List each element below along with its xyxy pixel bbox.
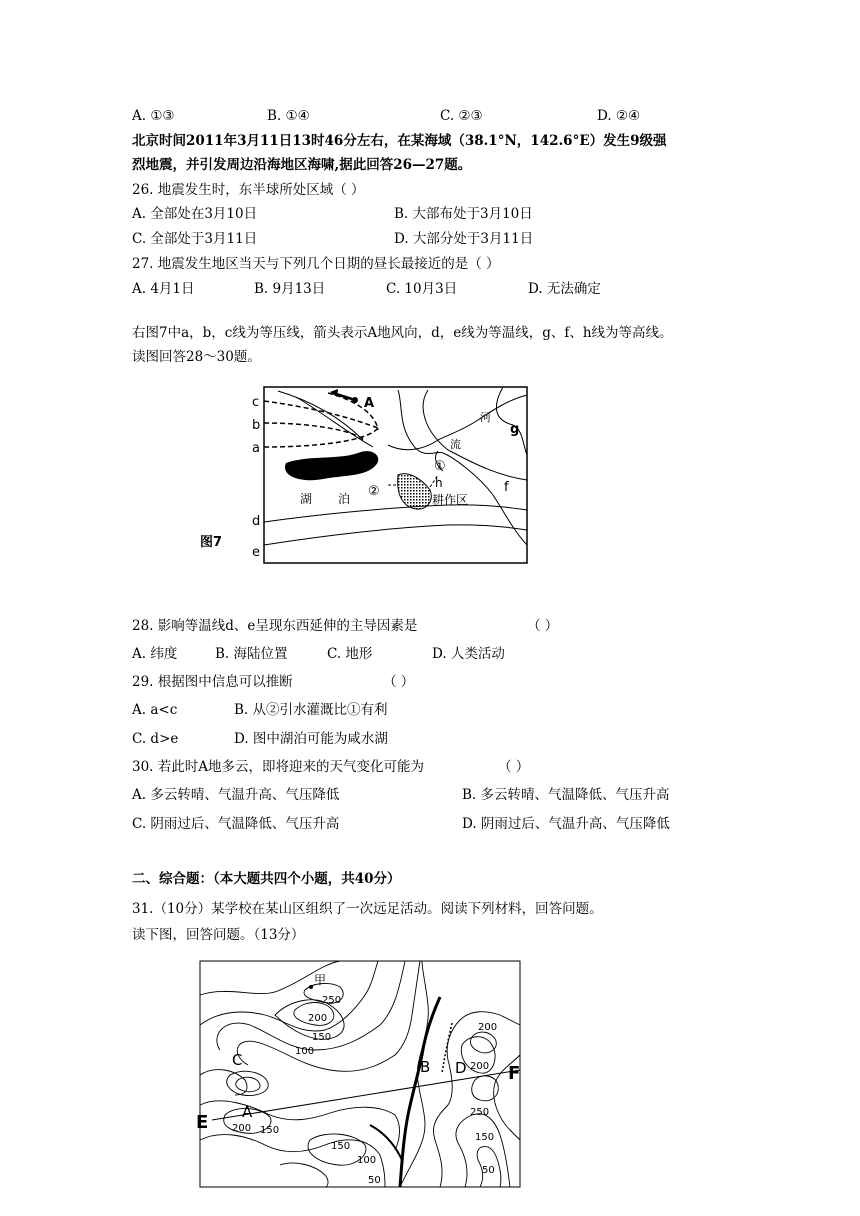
q26-stem: 26. 地震发生时，东半球所处区域（ ） bbox=[132, 182, 365, 198]
fig7-label-c: c bbox=[252, 395, 260, 410]
topo-label-200b: 200 bbox=[232, 1123, 252, 1134]
q27-option-b: B. 9月13日 bbox=[254, 281, 326, 297]
fig7-label-he: 河 bbox=[480, 411, 491, 424]
q25-option-a: A. ①③ bbox=[132, 108, 175, 124]
fig7-label-h: h bbox=[435, 476, 443, 490]
q27-stem: 27. 地震发生地区当天与下列几个日期的昼长最接近的是（ ） bbox=[132, 256, 500, 272]
contour-line bbox=[470, 1032, 496, 1053]
topo-label-50a: 50 bbox=[368, 1175, 381, 1186]
topo-label-100b: 100 bbox=[357, 1155, 377, 1166]
topo-label-B: B bbox=[420, 1058, 431, 1076]
contour-line bbox=[237, 961, 420, 1071]
q26-option-c: C. 全部处于3月11日 bbox=[132, 231, 258, 247]
intro-2830-line1: 右图7中a，b，c线为等压线，箭头表示A地风向，d，e线为等温线，g、f、h线为等高线。 bbox=[132, 325, 673, 341]
contour-line bbox=[217, 961, 405, 1050]
topo-label-200d: 200 bbox=[470, 1061, 490, 1072]
fig7-label-circle1: ① bbox=[434, 459, 446, 474]
contour-line bbox=[280, 1163, 328, 1187]
q28-option-d: D. 人类活动 bbox=[432, 646, 505, 662]
q28-option-c: C. 地形 bbox=[327, 646, 373, 662]
topo-label-A: A bbox=[242, 1103, 253, 1121]
q28-option-b: B. 海陆位置 bbox=[215, 646, 288, 662]
topo-label-D: D bbox=[455, 1059, 467, 1077]
section-2-title: 二、综合题：（本大题共四个小题，共40分） bbox=[132, 871, 401, 887]
fig7-label-hu: 湖 bbox=[300, 492, 313, 506]
q28-blank: （ ） bbox=[527, 618, 559, 634]
q29-option-d: D. 图中湖泊可能为咸水湖 bbox=[234, 731, 388, 747]
q25-option-b: B. ①④ bbox=[267, 108, 310, 124]
q26-option-b: B. 大部布处于3月10日 bbox=[394, 206, 533, 222]
topo-label-C: C bbox=[232, 1051, 243, 1069]
q26-option-a: A. 全部处在3月10日 bbox=[132, 206, 258, 222]
contour-g bbox=[496, 387, 527, 455]
q27-option-a: A. 4月1日 bbox=[132, 281, 195, 297]
q25-option-d: D. ②④ bbox=[597, 108, 641, 124]
q29-stem: 29. 根据图中信息可以推断 bbox=[132, 674, 293, 690]
q30-option-b: B. 多云转晴、气温降低、气压升高 bbox=[462, 787, 670, 803]
river-bank-dotted bbox=[442, 1023, 452, 1073]
q29-blank: （ ） bbox=[383, 674, 415, 690]
q30-blank: （ ） bbox=[498, 759, 530, 775]
point-a-dot bbox=[352, 397, 358, 403]
q28-option-a: A. 纬度 bbox=[132, 646, 178, 662]
topo-label-100a: 100 bbox=[295, 1046, 315, 1057]
intro-2830-line2: 读图回答28～30题。 bbox=[132, 349, 261, 365]
fig7-label-a: a bbox=[252, 441, 260, 456]
q31-stem: 31.（10分）某学校在某山区组织了一次远足活动。阅读下列材料，回答问题。 bbox=[132, 901, 603, 917]
topo-label-E: E bbox=[196, 1112, 209, 1133]
q27-option-c: C. 10月3日 bbox=[386, 281, 458, 297]
intro-2627-line2: 烈地震，并引发周边沿海地区海啸,据此回答26—27题。 bbox=[132, 157, 472, 173]
contour-line bbox=[200, 961, 378, 1031]
fig7-label-f: f bbox=[504, 480, 509, 495]
q29-option-a: A. a<c bbox=[132, 702, 178, 718]
river-line bbox=[398, 390, 527, 545]
q26-option-d: D. 大部分处于3月11日 bbox=[394, 231, 534, 247]
fig7-label-g: g bbox=[510, 422, 520, 437]
fig7-label-e: e bbox=[252, 545, 260, 560]
topo-label-250a: 250 bbox=[322, 995, 342, 1006]
q30-option-c: C. 阴雨过后、气温降低、气压升高 bbox=[132, 816, 340, 832]
contour-line bbox=[200, 1070, 247, 1095]
topo-label-jia: 甲 bbox=[314, 973, 327, 987]
q30-option-d: D. 阴雨过后、气温升高、气压降低 bbox=[462, 816, 670, 832]
topo-label-150c: 150 bbox=[331, 1141, 351, 1152]
contour-line bbox=[433, 1012, 520, 1187]
q30-option-a: A. 多云转晴、气温升高、气压降低 bbox=[132, 787, 340, 803]
topo-label-150a: 150 bbox=[312, 1032, 332, 1043]
q30-stem: 30. 若此时A地多云，即将迎来的天气变化可能为 bbox=[132, 759, 425, 775]
q28-stem: 28. 影响等温线d、e呈现东西延伸的主导因素是 bbox=[132, 618, 418, 634]
fig7-label-liu: 流 bbox=[450, 438, 461, 451]
topo-label-50b: 50 bbox=[482, 1165, 495, 1176]
isotherm-d bbox=[264, 505, 527, 522]
topo-label-F: F bbox=[508, 1063, 521, 1084]
isotherm-e bbox=[264, 525, 527, 545]
q31-sub: 读下图，回答问题。（13分） bbox=[132, 927, 305, 943]
intro-2627-line1: 北京时间2011年3月11日13时46分左右，在某海域（38.1°N，142.6°E）发生9级强 bbox=[132, 133, 667, 149]
farm-area bbox=[398, 474, 432, 509]
figure-7-caption: 图7 bbox=[200, 535, 223, 550]
topo-label-150b: 150 bbox=[260, 1125, 280, 1136]
q29-option-b: B. 从②引水灌溉比①有利 bbox=[234, 702, 388, 718]
contour-line bbox=[200, 1101, 400, 1150]
fig7-label-circle2: ② bbox=[368, 484, 380, 499]
figure-7-map bbox=[248, 385, 533, 565]
topographic-map bbox=[190, 955, 535, 1195]
fig7-label-po: 泊 bbox=[338, 492, 351, 506]
wind-arrowhead bbox=[330, 389, 338, 397]
q27-option-d: D. 无法确定 bbox=[528, 281, 601, 297]
fig7-label-d: d bbox=[252, 514, 261, 529]
lake bbox=[285, 451, 378, 480]
topo-label-150d: 150 bbox=[475, 1132, 495, 1143]
topo-label-200a: 200 bbox=[308, 1013, 328, 1024]
topo-label-250b: 250 bbox=[470, 1107, 490, 1118]
fig7-label-farm: 耕作区 bbox=[432, 493, 469, 507]
q29-option-c: C. d>e bbox=[132, 731, 179, 747]
topo-frame bbox=[200, 961, 520, 1187]
point-jia bbox=[309, 985, 313, 989]
q25-option-c: C. ②③ bbox=[440, 108, 483, 124]
fig7-label-A: A bbox=[364, 396, 375, 411]
contour-line bbox=[236, 1077, 260, 1091]
topo-label-200c: 200 bbox=[478, 1022, 498, 1033]
fig7-label-b: b bbox=[252, 418, 261, 433]
